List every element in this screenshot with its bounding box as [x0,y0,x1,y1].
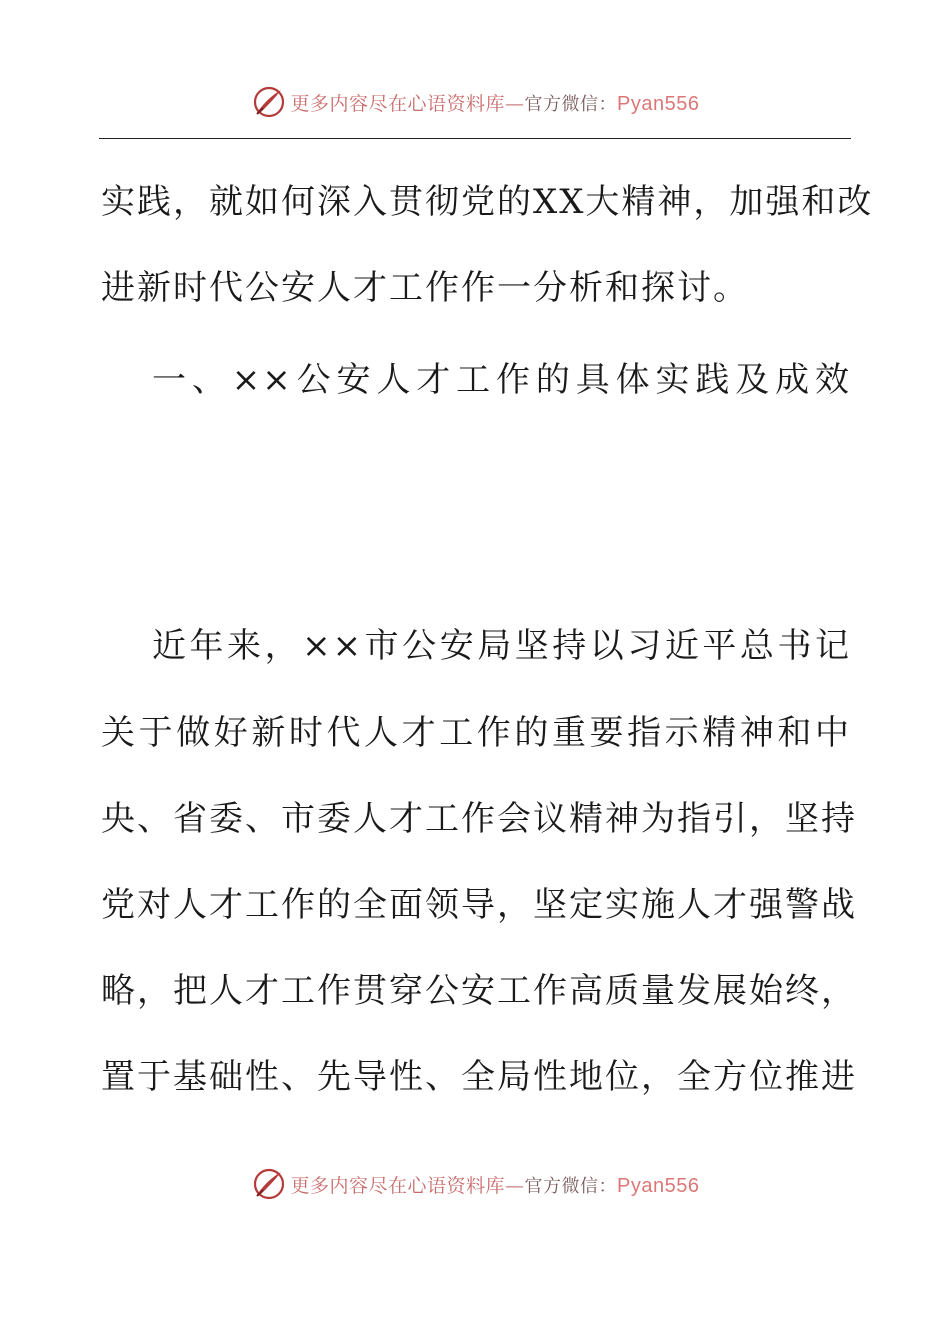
section-heading: 一、××公安人才工作的具体实践及成效 [152,360,851,400]
header-banner-text [291,89,700,116]
body-line-6: 党对人才工作的全面领导，坚定实施人才强警战 [101,885,857,925]
footer-banner-text [291,1171,700,1198]
banner-main-text: 更多内容尽在心语资料库 [290,92,506,115]
body-line-2: 进新时代公安人才工作作一分析和探讨。 [101,268,749,308]
body-line-4: 关于做好新时代人才工作的重要指示精神和中 [101,713,851,753]
banner-wechat-id: Pyan556 [617,92,700,115]
banner-wechat-id: Pyan556 [617,1174,700,1197]
body-line-8: 置于基础性、先导性、全局性地位，全方位推进 [101,1057,857,1097]
banner-dash: — [505,92,525,115]
body-line-1: 实践，就如何深入贯彻党的XX大精神，加强和改 [101,182,874,222]
banner-main-text: 更多内容尽在心语资料库 [290,1174,506,1197]
header-divider [99,138,851,139]
body-line-7: 略，把人才工作贯穿公安工作高质量发展始终， [101,971,857,1011]
quill-pen-logo-icon [251,1166,287,1202]
banner-wechat-label: 官方微信： [524,93,618,115]
header-banner [0,80,950,124]
footer-banner [0,1162,950,1206]
quill-pen-logo-icon [251,84,287,120]
banner-wechat-label: 官方微信： [524,1175,618,1197]
body-line-3: 近年来，××市公安局坚持以习近平总书记 [152,626,851,666]
body-line-5: 央、省委、市委人才工作会议精神为指引，坚持 [101,799,857,839]
banner-dash: — [505,1174,525,1197]
